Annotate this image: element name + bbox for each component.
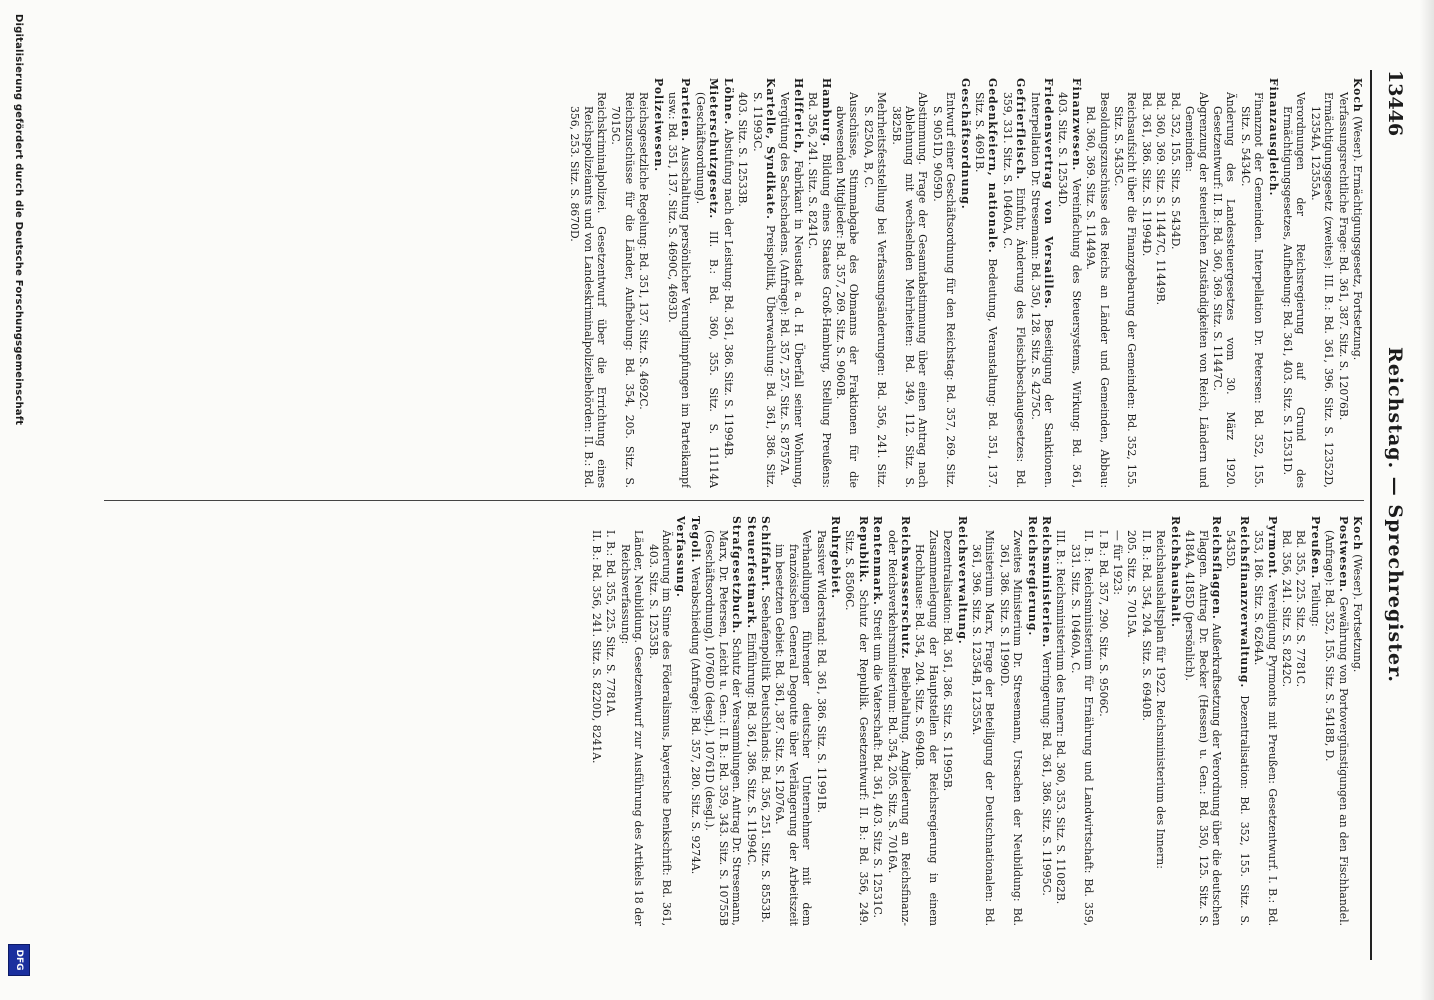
left-column [114,78,1364,488]
entry-text: Bd. 352, 155. Sitz. S. 5434D. [1168,92,1182,250]
entry-keyword: Koch [1351,516,1364,551]
entry-text: Streit um die Vaterschaft: Bd. 361, 403. Sitz. S. 12531C. [871,609,885,918]
entry-keyword: Löhne. [721,78,735,126]
entry-text: Finanznot der Gemeinden. Interpellation Dr. Petersen: Bd. 352, 155. Sitz. S. 5434C. [1238,92,1266,488]
register-subentry [1211,78,1238,488]
entry-text: Dezentralisation: Bd. 352, 155. Sitz. S. 5435D. [1224,530,1251,926]
entry-keyword: Strafgesetzbuch. [730,516,744,635]
entry-text: Bd. 361, 386. Sitz. S. 11994D. [1139,92,1153,257]
entry-keyword: Verfassung. [674,516,688,598]
entry-text: Verordnungen der Reichsregierung auf Grund des Ermächtigungsgesetzes, Aufhebung: Bd. 361, 403. Sitz. S. 12531D. [1280,92,1308,488]
entry-text: (Weser). Fortsetzung. [1351,554,1364,673]
entry-text: Verfassungsrechtliche Frage: Bd. 361, 387. Sitz. S. 12076B. [1336,92,1350,421]
entry-text: I. B.: Bd. 357, 290. Sitz. S. 9506C. [1096,530,1110,717]
register-entry [1025,516,1038,926]
register-subentry [568,78,608,488]
register-entry [806,78,833,488]
entry-text: Mehrheitsfeststellung bei Verfassungsänderungen: Bd. 356, 241. Sitz. S. 8250A, B, C. [861,92,889,488]
register-entry [1323,516,1350,926]
register-entry [1183,516,1223,926]
entry-keyword: Ruhrgebiet. [828,516,842,600]
register-subentry [930,78,957,488]
entry-keyword: Helfferich, [791,78,805,155]
register-subentry [1125,516,1138,926]
entry-text: Teilung: [1308,582,1322,627]
entry-text: 403. Sitz. S. 12533B. [736,92,750,207]
page-title: Reichstag. — Sprechregister. [1384,347,1406,683]
entry-text: Fabrikant in Neustadt a. d. H. Überfall seiner Wohnung, Vergütung des Sachschadens. (Anfrage): Bd. 357, 257. Sitz. S. 8757A. [778,92,805,488]
register-entry [955,516,968,926]
entry-text: I. B.: Bd. 355, 225. Sitz. S. 7781A. [604,530,618,717]
entry-text: Reichskriminalpolizei. Gesetzentwurf über die Errichtung eines Reichspolizeiamts und von Landeskriminalpolizeibehörden: II. B.: Bd. 356, 253. Sitz. S. 8670D. [568,92,609,488]
register-subentry [1336,78,1349,488]
entry-text: Ministerium Marx, Frage der Beteiligung der Deutschnationalen: Bd. 361, 396. Sitz. S. 12354B, 12355A. [970,530,997,926]
register-entry [1056,78,1083,488]
entry-text: Zweites Ministerium Dr. Stresemann, Ursachen der Neubildung: Bd. 361, 386. Sitz. S. 11990D. [997,530,1025,926]
entry-text: Entwurf einer Geschäftsordnung für den Reichstag: Bd. 357, 269. Sitz. S. 9051D, 9059D. [930,92,958,488]
entry-keyword: Parteien. [679,78,693,142]
register-entry [871,516,884,926]
register-entry [973,78,1000,488]
entry-text: (Weser). Ermächtigungsgesetz, Fortsetzung. [1351,116,1364,361]
entry-text: III. B.: Bd. 360, 355. Sitz. S. 11114A (Geschäftsordnung). [693,92,721,488]
register-subentry [941,516,954,926]
entry-keyword: Gedenkfeiern, nationale. [986,78,1000,254]
register-subentry [1238,78,1265,488]
register-subentry [1112,78,1139,488]
entry-keyword: Reichswasserschutz. [899,516,912,660]
entry-text: Vereinfachung des Steuersystems, Wirkung: Bd. 361, 403. Sitz. S. 12534D. [1056,92,1083,488]
register-entry [703,516,743,926]
entry-text: Ausschaltung persönlicher Verunglimpfungen im Parteikampf usw.: Bd. 351, 137. Sitz. S. 4690C, 4693D. [666,92,693,488]
register-subentry [970,516,997,926]
register-subentry [609,78,636,488]
entry-keyword: Steuerfestmark. [744,516,758,629]
entry-keyword: Friedensvertrag von Versailles. [1042,78,1056,310]
register-entry [829,516,842,926]
page-number: 13446 [1384,70,1406,137]
register-entry [721,78,734,488]
entry-text: Gewährung von Portovergünstigungen an den Fischhandel. (Anfrage): Bd. 352, 155. Sitz. S. 5418B, D. [1323,530,1350,926]
register-entry [1252,516,1279,926]
entry-keyword: Finanzausgleich. [1266,78,1280,197]
register-subentry [1183,78,1210,488]
funding-notice: Digitalisierung gefördert durch die Deutsche Forschungsgemeinschaft [13,14,24,426]
entry-text: Reichsgesetzliche Regelung: Bd. 351, 137. Sitz. S. 4692C. [637,92,651,410]
register-entry [674,516,687,926]
entry-keyword: Pyrmont. [1265,516,1279,580]
entry-text: Reichszuschüsse für die Länder, Aufhebung: Bd. 354, 205. Sitz. S. 7015C. [609,92,636,488]
entry-text: 205. Sitz. S. 7015A. [1125,530,1139,638]
entry-keyword: Rentenmark. [871,516,885,606]
entry-text: Beibehaltung. Angliederung an Reichsfinanz- oder Reichsverkehrsministerium: Bd. 354, 205. Sitz. S. 7016A. [885,530,912,926]
entry-keyword: Finanzwesen. [1069,78,1083,172]
entry-keyword: Reichsfinanzverwaltung. [1237,516,1251,689]
entry-text: Einfuhr, Änderung des Fleischbeschaugesetzes: Bd. 359, 331. Sitz. S. 10460A, C. [1000,92,1028,488]
register-subentry [646,516,673,926]
register-subentry [1068,516,1095,926]
entry-text: Preispolitik, Überwachung: Bd. 361, 386. Sitz. S. 11993C. [750,92,777,488]
entry-keyword: Kartelle, Syndikate. [763,78,777,220]
register-subentry [1281,78,1308,488]
entry-keyword: Mieterschutzgesetz. [707,78,721,220]
entry-keyword: Reichshaushalt. [1168,516,1182,628]
register-entry [1168,516,1181,926]
entry-keyword: Gefrierfleisch. [1014,78,1028,181]
entry-text: Bedeutung, Veranstaltung: Bd. 351, 137. Sitz. S. 4691B. [973,92,1000,488]
page-header [1374,70,1414,960]
entry-text: Schutz der Republik. Gesetzentwurf: II. B.: Bd. 356, 249. Sitz. S. 8506C. [843,530,870,926]
entry-text: Einführung: Bd. 361, 386. Sitz. S. 11994C. [744,632,758,866]
register-entry [1040,516,1053,926]
register-subentry [997,516,1024,926]
entry-keyword: Hamburg. [819,78,833,148]
entry-text: II. B.: Reichsministerium für Ernährung und Landwirtschaft: Bd. 359, 331. Sitz. S. 10460A, C. [1068,530,1096,926]
register-entry [694,78,721,488]
entry-text: Seehafenpolitik Deutschlands: Bd. 356, 251. Sitz. S. 8553B. [758,595,772,923]
entry-text: Vereinigung Pyrmonts mit Preußen: Gesetzentwurf. I. B.: Bd. 353, 186. Sitz. S. 6264A. [1252,530,1279,926]
register-entry [778,78,805,488]
register-subentry [1084,78,1111,488]
entry-keyword: Polizeiwesen. [651,78,665,173]
entry-keyword: Postwesen. [1336,516,1350,593]
register-subentry [637,78,650,488]
entry-keyword: Geschäftsordnung. [958,78,972,210]
register-subentry [1054,516,1067,926]
register-subentry [1294,516,1307,926]
entry-keyword: Republik. [856,516,870,584]
register-entry [1000,78,1027,488]
entry-keyword: Reichsflaggen. [1209,516,1223,620]
register-subentry [814,516,827,926]
entry-text: Verabschiedung (Anfrage): Bd. 357, 280. Sitz. S. 9274A. [688,566,702,875]
register-entry [958,78,971,488]
right-column [114,516,1364,926]
entry-text: Dezentralisation: Bd. 361, 386. Sitz. S. 11995B. [941,530,955,792]
entry-text: Bd. 360, 369. Sitz. S. 11447C, 11449B. [1154,92,1168,306]
column-divider [104,500,1364,501]
entry-text: Verhandlungen führender deutscher Unternehmer mit dem französischen General Degoutte über Verlängerung der Arbeitszeit im besetzten Gebiet: Bd. 361, 387. Sitz. S. 12076A. [773,530,814,926]
entry-text: Abgrenzung der steuerlichen Zuständigkeiten von Reich, Ländern und Gemeinden: [1183,92,1210,488]
register-subentry [1140,516,1153,926]
entry-text: Abstimmung. Frage der Gesamtabstimmung über einen Antrag nach Ablehnung mit wechselnden Mehrheiten: Bd. 349, 112. Sitz. S. 3825B. [889,92,930,488]
register-subentry [1154,516,1167,926]
entry-keyword: Reichsregierung. [1025,516,1039,637]
entry-text: Reichshaushaltsplan für 1922. Reichsministerium des Innern: [1154,530,1168,869]
register-subentry [604,516,617,926]
entry-text: Bd. 356, 241. Sitz. S. 8242C. [1279,530,1293,688]
scan-edge-shadow [1420,0,1434,1000]
entry-text: Abstufung nach der Leistung: Bd. 361, 386. Sitz. S. 11994B. [721,128,735,459]
entry-text: II. B.: Bd. 356, 241. Sitz. S. 8220D, 8241A. [590,530,604,764]
register-subentry [913,516,940,926]
register-entry [1351,516,1364,926]
register-subentry [889,78,929,488]
register-entry [666,78,693,488]
register-subentry [1111,516,1124,926]
register-entry [1266,78,1279,488]
register-subentry [618,516,645,926]
register-subentry [1280,516,1293,926]
entry-keyword: Schiffahrt. [758,516,772,592]
entry-text: II. B.: Bd. 354, 204. Sitz. S. 6940B. [1139,530,1153,721]
entry-text: III. B.: Reichsministerium des Innern: Bd. 360, 353. Sitz. S. 11082B. [1054,530,1068,905]
register-subentry [1140,78,1153,488]
entry-text: Bd. 355, 225. Sitz. S. 7781C. [1294,530,1308,688]
entry-text: Verringerung: Bd. 361, 386. Sitz. S. 11995C. [1040,651,1054,896]
dfg-logo: DFG [8,944,30,976]
entry-text: Passiver Widerstand: Bd. 361, 386. Sitz. S. 11991B. [814,530,828,813]
register-subentry [861,78,888,488]
register-subentry [1096,516,1109,926]
register-entry [1308,516,1321,926]
entry-text: Ausschüsse, Stimmabgabe des Obmanns der Fraktionen für die abwesenden Mitglieder: Bd. 357, 269. Sitz. S. 9060B. [833,92,861,488]
register-entry [1351,78,1364,488]
entry-text: Bildung eines Staates Groß-Hamburg, Stellung Preußens: Bd. 356, 241. Sitz. S. 8241C. [806,92,833,488]
entry-keyword: Reichsverwaltung. [955,516,969,645]
entry-keyword: Koch [1351,78,1364,113]
register-entry [651,78,664,488]
entry-text: Zusammenlegung der Hauptstellen der Reichsregierung in einem Hochhause: Bd. 354, 204. Sitz. S. 6940B. [913,530,940,926]
register-entry [843,516,870,926]
entry-text: Besoldungszuschüsse des Reichs an Länder und Gemeinden, Abbau: Bd. 360, 369. Sitz. S. 11449A. [1084,92,1111,488]
entry-text: Änderung im Sinne des Föderalismus, bayerische Denkschrift: Bd. 361, 403. Sitz. S. 12535B. [646,530,674,926]
register-entry [689,516,702,926]
register-subentry [834,78,861,488]
register-entry [744,516,757,926]
register-subentry [736,78,749,488]
digitization-footer [6,0,32,1000]
entry-text: Länder, Neubildung. Gesetzentwurf zur Ausführung des Artikels 18 der Reichsverfassung: [618,530,646,926]
entry-keyword: Reichsministerien. [1040,516,1054,649]
register-entry [750,78,777,488]
register-entry [1224,516,1251,926]
entry-keyword: Preußen. [1308,516,1322,580]
register-subentry [1168,78,1181,488]
register-subentry [1308,78,1335,488]
entry-text: Ermächtigungsgesetz (zweites): III. B.: Bd. 361, 396. Sitz. S. 12352D, 12354A, 12355A. [1308,92,1336,488]
entry-text: Reichsaufsicht über die Finanzgebarung der Gemeinden: Bd. 352, 155. Sitz. S. 5435C. [1112,92,1139,488]
register-subentry [1154,78,1167,488]
register-entry [759,516,772,926]
register-entry [885,516,912,926]
entry-text: Änderung des Landessteuergesetzes vom 30. März 1920. Gesetzentwurf: II. B.: Bd. 360, 369. Sitz. S. 11447C. [1210,92,1238,488]
register-subentry [773,516,813,926]
entry-keyword: Tegoli. [688,516,702,564]
entry-text: — für 1923: [1111,530,1125,595]
register-entry [1028,78,1055,488]
entry-text: Beseitigung der Sanktionen. Interpellation Dr. Stresemann: Bd. 350, 128. Sitz. S. 4275C. [1028,92,1056,488]
entry-text: Schutz der Versammlungen. Antrag Dr. Stresemann, Marx, Dr. Petersen, Leicht u. Gen.: II. B.: Bd. 359, 343. Sitz. S. 10755B (Geschäftsordnung), 10760D (desgl.), 10761D (desgl.). [703,530,744,926]
register-subentry [590,516,603,926]
header-rule [1370,70,1372,960]
entry-text: Außerkraftsetzung der Verordnung über die deutschen Flaggen. Antrag Dr. Becker (Hessen) u. Gen.: Bd. 350, 125. Sitz. S. 4184A, 4185D (persönlich). [1183,530,1223,926]
